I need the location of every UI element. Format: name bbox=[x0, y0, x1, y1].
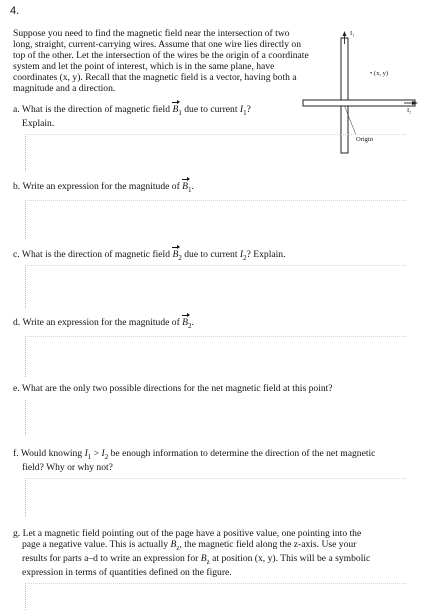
subscript-i2-f: 2 bbox=[104, 452, 109, 461]
answer-area-b[interactable] bbox=[25, 200, 406, 239]
subscript-b1: 1 bbox=[178, 108, 182, 117]
question-b bbox=[13, 182, 194, 196]
subscript-i1-f: 1 bbox=[87, 452, 92, 461]
problem-intro: Suppose you need to find the magnetic field near the intersection of two long, straight, current-carrying wires. Assume that one wire lies directly on top of the other. Let the intersection of the wires be the origin of a coordinate system and let the point of interest, which is in the same plane, have coordinates (x, y). Recall that the magnetic field is a vector, having both a magnitude and a direction. bbox=[13, 28, 309, 94]
question-g-text-6: expression in terms of quantities defined on the figure. bbox=[22, 566, 232, 578]
label-i1: I₁ bbox=[350, 30, 355, 37]
question-e bbox=[13, 384, 333, 395]
question-g-text-1: Let a magnetic field pointing out of the page have a positive value, one pointing into the bbox=[22, 528, 362, 539]
symbol-b1-b: B bbox=[182, 181, 189, 192]
question-d-text: Write an expression for the magnitude of bbox=[22, 317, 180, 328]
answer-area-f[interactable] bbox=[25, 478, 406, 517]
vector-b1 bbox=[172, 105, 178, 116]
question-g-text-5: at position (x, y). This will be a symbolic bbox=[212, 552, 371, 564]
answer-area-g[interactable] bbox=[25, 583, 406, 610]
subscript-i2: 2 bbox=[243, 253, 247, 262]
question-b-text: Write an expression for the magnitude of bbox=[22, 181, 180, 192]
symbol-b2: B bbox=[172, 249, 179, 260]
subscript-b2: 2 bbox=[178, 253, 182, 262]
symbol-i1-f: I bbox=[84, 448, 88, 459]
question-a-text: What is the direction of magnetic field bbox=[21, 104, 171, 115]
answer-area-a[interactable] bbox=[25, 134, 406, 171]
question-c-label: c. bbox=[13, 249, 20, 260]
vector-b1-b bbox=[182, 182, 188, 193]
question-c-explain: ? Explain. bbox=[246, 249, 286, 260]
subscript-i1: 1 bbox=[243, 108, 247, 117]
question-e-text: What are the only two possible directions for the net magnetic field at this point? bbox=[21, 383, 333, 394]
origin-label: Origin bbox=[356, 136, 373, 143]
symbol-b1: B bbox=[172, 104, 179, 115]
arrow-up-i1-head bbox=[343, 31, 347, 36]
vector-b2-d bbox=[182, 318, 188, 329]
question-g bbox=[13, 529, 418, 578]
subscript-bz: z bbox=[176, 543, 180, 552]
symbol-bz: B bbox=[170, 538, 177, 550]
symbol-i1: I bbox=[239, 104, 244, 115]
question-b-period: . bbox=[191, 181, 194, 192]
subscript-b2-d: 2 bbox=[188, 321, 192, 330]
question-a-mark: ? bbox=[246, 104, 251, 115]
question-g-text-3: , the magnetic field along the z-axis. Use your bbox=[179, 538, 357, 550]
question-c-text: What is the direction of magnetic field bbox=[21, 249, 171, 260]
symbol-b2-d: B bbox=[182, 317, 189, 328]
answer-area-e[interactable] bbox=[25, 400, 406, 435]
question-f-text-3: field? Why or why not? bbox=[22, 461, 113, 473]
wire-horizontal bbox=[303, 100, 415, 106]
answer-area-c[interactable] bbox=[25, 265, 406, 308]
question-c bbox=[13, 250, 286, 264]
problem-number: 4. bbox=[10, 5, 20, 17]
answer-area-d[interactable] bbox=[25, 336, 406, 377]
subscript-b1-b: 1 bbox=[188, 185, 192, 194]
question-f-label: f. bbox=[13, 448, 19, 459]
question-a-text-2: due to current bbox=[184, 104, 238, 115]
question-b-label: b. bbox=[13, 181, 21, 192]
subscript-bz-2: z bbox=[206, 557, 210, 566]
symbol-i2: I bbox=[239, 249, 244, 260]
question-g-text-4: results for parts a–d to write an expression for bbox=[22, 552, 199, 564]
question-g-text-2: page a negative value. This is actually bbox=[22, 538, 169, 550]
question-a-explain: Explain. bbox=[22, 117, 55, 129]
question-e-label: e. bbox=[13, 383, 20, 394]
greater-than: > bbox=[93, 448, 100, 459]
label-i2: I₂ bbox=[407, 107, 412, 114]
symbol-i2-f: I bbox=[101, 448, 105, 459]
question-d-label: d. bbox=[13, 317, 21, 328]
question-d-period: . bbox=[191, 317, 194, 328]
question-d bbox=[13, 318, 194, 332]
vector-b2 bbox=[172, 250, 178, 261]
question-a bbox=[13, 105, 303, 130]
question-f-text-2: be enough information to determine the direction of the net magnetic bbox=[110, 448, 376, 459]
question-g-label: g. bbox=[13, 528, 21, 539]
question-a-label: a. bbox=[13, 104, 20, 115]
point-xy: • (x, y) bbox=[370, 70, 388, 77]
question-f bbox=[13, 449, 418, 474]
question-c-text-2: due to current bbox=[184, 249, 238, 260]
symbol-bz-2: B bbox=[200, 552, 207, 564]
question-f-text: Would knowing bbox=[20, 448, 83, 459]
